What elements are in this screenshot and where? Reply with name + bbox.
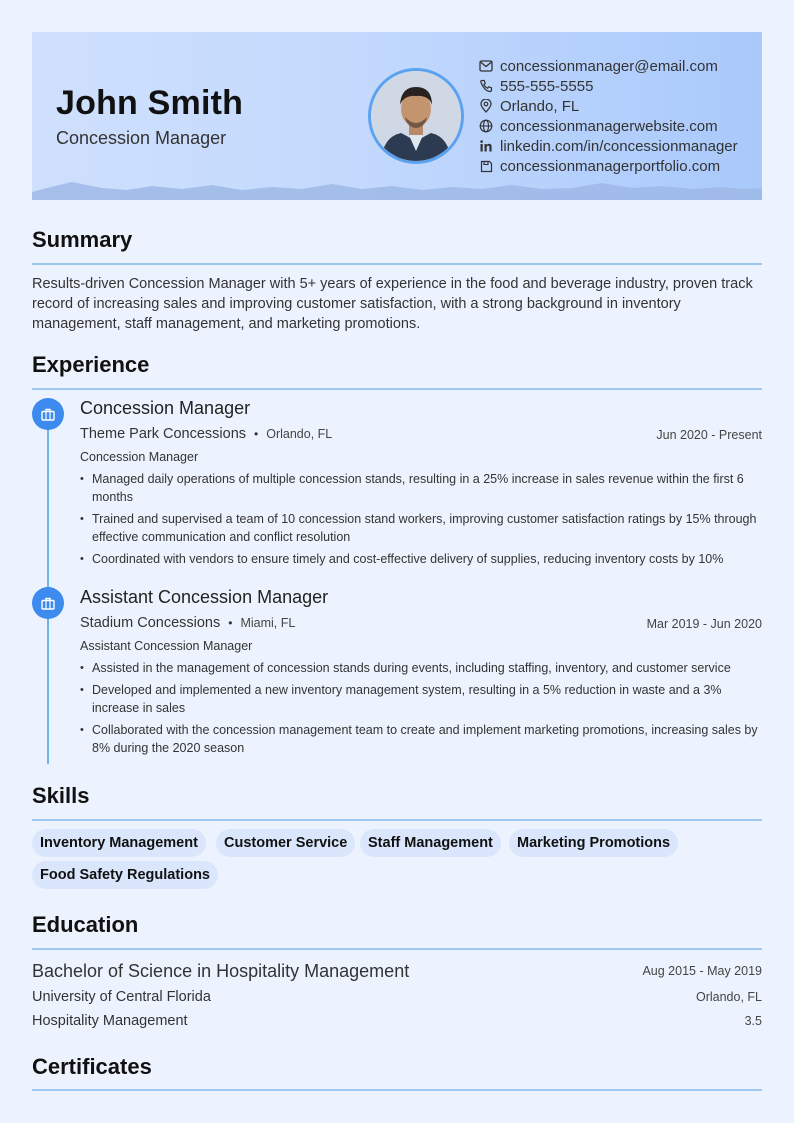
person-portrait-image xyxy=(371,71,461,161)
job-company-line xyxy=(80,426,332,442)
job-entry xyxy=(32,398,762,578)
job-location: Orlando, FL xyxy=(266,427,333,441)
separator-dot: • xyxy=(254,427,259,441)
job-company-line xyxy=(80,615,295,631)
linkedin-icon xyxy=(478,138,494,154)
job-role: Concession Manager xyxy=(80,398,251,418)
candidate-name: John Smith xyxy=(56,84,244,122)
skill-chip: Customer Service xyxy=(216,829,355,857)
resume-header xyxy=(32,32,762,200)
summary-text: Results-driven Concession Manager with 5+ years of experience in the food and beverage industry, proven track record of increasing sales and improving customer satisfaction, with a strong background in inventory management, staff management, and marketing promotions. xyxy=(32,276,753,332)
job-dates: Jun 2020 - Present xyxy=(656,428,762,442)
certificates-heading: Certificates xyxy=(32,1054,152,1079)
contact-email[interactable]: concessionmanager@email.com xyxy=(478,56,738,76)
location-pin-icon xyxy=(478,98,494,114)
job-bullet: • Collaborated with the concession management team to create and implement marketing promotions, increasing sales by 8% during the 2020 season xyxy=(80,721,762,757)
job-role: Assistant Concession Manager xyxy=(80,587,329,607)
education-school: University of Central Florida xyxy=(32,989,211,1005)
separator-dot: • xyxy=(228,616,233,630)
contact-list xyxy=(478,56,738,176)
job-subtitle: Assistant Concession Manager xyxy=(80,639,253,653)
job-bullet: • Managed daily operations of multiple concession stands, resulting in a 25% increase in sales revenue within the first 6 months xyxy=(80,470,762,506)
education-field: Hospitality Management xyxy=(32,1013,188,1029)
skill-chip: Marketing Promotions xyxy=(509,829,678,857)
contact-portfolio[interactable]: concessionmanagerportfolio.com xyxy=(478,156,738,176)
phone-icon xyxy=(478,78,494,94)
education-divider xyxy=(32,948,762,950)
contact-location: Orlando, FL xyxy=(478,96,738,116)
summary-heading: Summary xyxy=(32,227,133,252)
education-heading: Education xyxy=(32,912,139,937)
job-bullets xyxy=(80,470,762,572)
education-location: Orlando, FL xyxy=(695,990,762,1004)
job-bullet: • Trained and supervised a team of 10 concession stand workers, improving customer satisfaction ratings by 15% through effective communication and conflict resolution xyxy=(80,510,762,546)
briefcase-icon xyxy=(32,398,64,430)
skills-divider xyxy=(32,819,762,821)
education-degree: Bachelor of Science in Hospitality Management xyxy=(32,961,410,981)
skill-chip: Inventory Management xyxy=(32,829,206,857)
experience-heading: Experience xyxy=(32,352,150,377)
experience-divider xyxy=(32,388,762,390)
profile-photo xyxy=(368,68,464,164)
job-bullet: • Developed and implemented a new inventory management system, resulting in a 5% reduction in waste and a 3% increase in sales xyxy=(80,681,762,717)
job-dates: Mar 2019 - Jun 2020 xyxy=(646,617,762,631)
job-company: Theme Park Concessions xyxy=(80,426,247,442)
briefcase-icon xyxy=(32,587,64,619)
job-location: Miami, FL xyxy=(240,616,296,630)
contact-linkedin[interactable]: linkedin.com/in/concessionmanager xyxy=(478,136,738,156)
job-bullet: • Coordinated with vendors to ensure timely and cost-effective delivery of supplies, reducing inventory costs by 10% xyxy=(80,550,762,568)
education-gpa: 3.5 xyxy=(744,1014,762,1028)
job-company: Stadium Concessions xyxy=(80,615,221,631)
job-bullet: • Assisted in the management of concession stands during events, including staffing, inventory, and customer service xyxy=(80,659,762,677)
email-icon xyxy=(478,58,494,74)
contact-website[interactable]: concessionmanagerwebsite.com xyxy=(478,116,738,136)
job-subtitle: Concession Manager xyxy=(80,450,199,464)
job-entry xyxy=(32,587,762,767)
skill-chip: Staff Management xyxy=(360,829,501,857)
skill-chip: Food Safety Regulations xyxy=(32,861,218,889)
contact-phone[interactable]: 555-555-5555 xyxy=(478,76,738,96)
job-bullets xyxy=(80,659,762,761)
portfolio-icon xyxy=(478,158,494,174)
header-mountain-decoration xyxy=(32,180,762,200)
summary-divider xyxy=(32,263,762,265)
certificates-divider xyxy=(32,1089,762,1091)
skills-heading: Skills xyxy=(32,783,90,808)
candidate-title: Concession Manager xyxy=(56,128,227,148)
globe-icon xyxy=(478,118,494,134)
education-dates: Aug 2015 - May 2019 xyxy=(642,964,762,978)
